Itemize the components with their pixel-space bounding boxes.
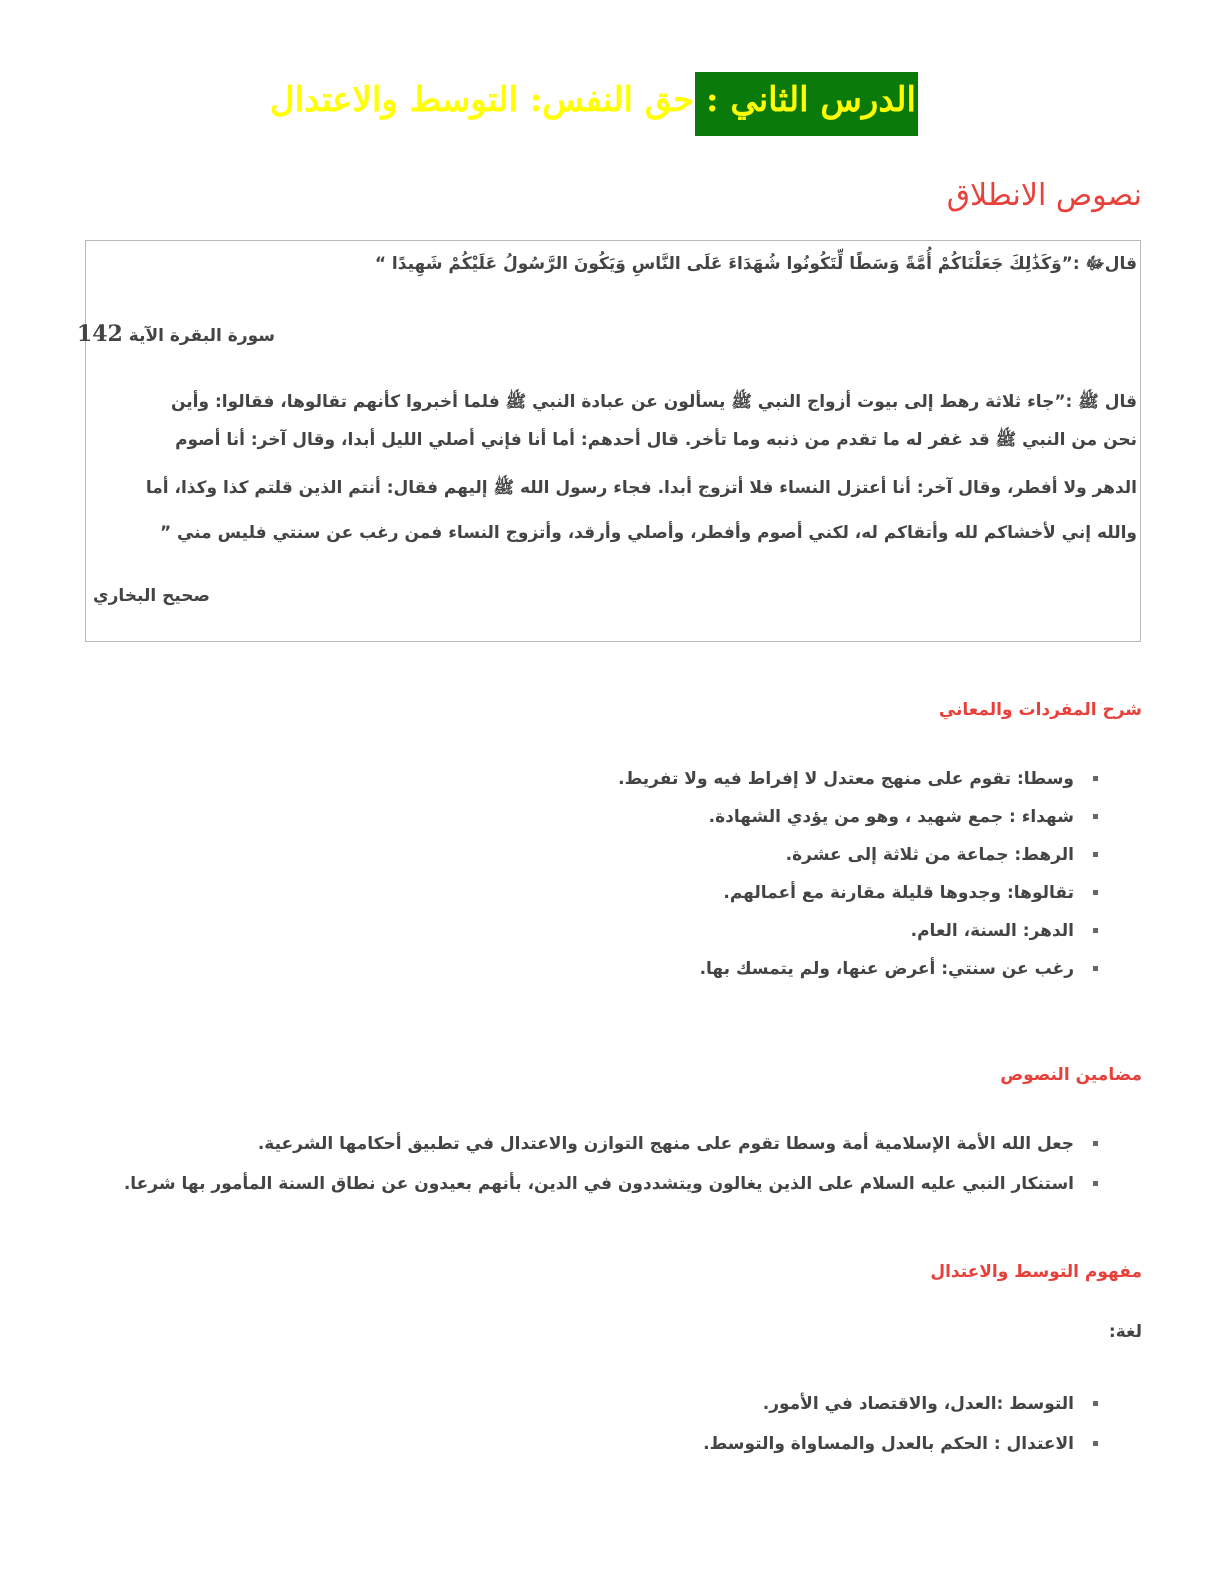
list-item — [703, 1424, 1074, 1464]
bullet-icon — [1093, 1141, 1098, 1146]
list-item — [124, 1164, 1074, 1204]
bullet-icon — [1093, 928, 1098, 933]
list-item-text: الاعتدال : الحكم بالعدل والمساواة والتوسط. — [703, 1434, 1074, 1454]
lesson-title: الدرس الثاني : حق النفس: التوسط والاعتدال — [269, 80, 916, 120]
list-item-text: رغب عن سنتي: أعرض عنها، ولم يتمسك بها. — [699, 959, 1074, 979]
list-item — [618, 798, 1074, 836]
verse-source — [77, 321, 275, 347]
bullet-icon — [1093, 1441, 1098, 1446]
verse-line: قالﷻ :”وَكَذَٰلِكَ جَعَلْنَاكُمْ أُمَّةً وَسَطًا لِّتَكُونُوا شُهَدَاءَ عَلَى النَّاسِ وَيَكُونَ الرَّسُولُ عَلَيْكُمْ شَهِيدًا “ — [374, 254, 1137, 274]
contents-heading: مضامين النصوص — [1000, 1065, 1142, 1085]
list-item-text: جعل الله الأمة الإسلامية أمة وسطا تقوم على منهج التوازن والاعتدال في تطبيق أحكامها الشرعية. — [257, 1134, 1074, 1154]
hadith-source: صحيح البخاري — [93, 586, 210, 606]
list-item-text: تقالوها: وجدوها قليلة مقارنة مع أعمالهم. — [723, 883, 1074, 903]
bullet-icon — [1093, 890, 1098, 895]
list-item-text: الرهط: جماعة من ثلاثة إلى عشرة. — [785, 845, 1074, 865]
list-item-text: شهداء : جمع شهيد ، وهو من يؤدي الشهادة. — [708, 807, 1074, 827]
list-item — [703, 1384, 1074, 1424]
hadith-line: قال ﷺ :”جاء ثلاثة رهط إلى بيوت أزواج النبي ﷺ يسألون عن عبادة النبي ﷺ فلما أخبروا كأنهم تقالوها، فقالوا: وأين — [170, 392, 1137, 412]
verse-source-text: سورة البقرة الآية — [128, 326, 275, 346]
hadith-line: نحن من النبي ﷺ قد غفر له ما تقدم من ذنبه وما تأخر. قال أحدهم: أما أنا فإني أصلي الليل أبدا، وقال آخر: أنا أصوم — [175, 430, 1137, 450]
language-label: لغة: — [1108, 1322, 1142, 1342]
concept-list — [703, 1384, 1074, 1464]
hadith-line: الدهر ولا أفطر، وقال آخر: أنا أعتزل النساء فلا أتزوج أبدا. فجاء رسول الله ﷺ إليهم فقال: أنتم الذين قلتم كذا وكذا، أما — [145, 478, 1137, 498]
vocab-heading: شرح المفردات والمعاني — [938, 700, 1142, 720]
list-item-text: الدهر: السنة، العام. — [910, 921, 1074, 941]
list-item — [124, 1124, 1074, 1164]
source-texts-box — [76, 240, 1141, 642]
list-item-text: التوسط :العدل، والاقتصاد في الأمور. — [762, 1394, 1074, 1414]
list-item-text: استنكار النبي عليه السلام على الذين يغالون ويتشددون في الدين، بأنهم بعيدون عن نطاق السنة المأمور بها شرعا. — [123, 1174, 1074, 1194]
bullet-icon — [1093, 966, 1098, 971]
concept-heading: مفهوم التوسط والاعتدال — [930, 1262, 1142, 1282]
bullet-icon — [1093, 852, 1098, 857]
list-item-text: وسطا: تقوم على منهج معتدل لا إفراط فيه ولا تفريط. — [618, 769, 1074, 789]
vocab-list — [618, 760, 1074, 988]
list-item — [618, 760, 1074, 798]
hadith-line: والله إني لأخشاكم لله وأتقاكم له، لكني أصوم وأفطر، وأصلي وأرقد، وأتزوج النساء فمن رغب عن سنتي فليس مني ” — [159, 523, 1137, 543]
list-item — [618, 874, 1074, 912]
list-item — [618, 912, 1074, 950]
list-item — [618, 950, 1074, 988]
bullet-icon — [1093, 776, 1098, 781]
texts-heading: نصوص الانطلاق — [946, 178, 1142, 213]
bullet-icon — [1093, 1181, 1098, 1186]
bullet-icon — [1093, 1401, 1098, 1406]
lesson-title-row — [0, 72, 1224, 136]
verse-source-number: 142 — [76, 321, 123, 347]
contents-list — [124, 1124, 1074, 1204]
list-item — [618, 836, 1074, 874]
bullet-icon — [1093, 814, 1098, 819]
